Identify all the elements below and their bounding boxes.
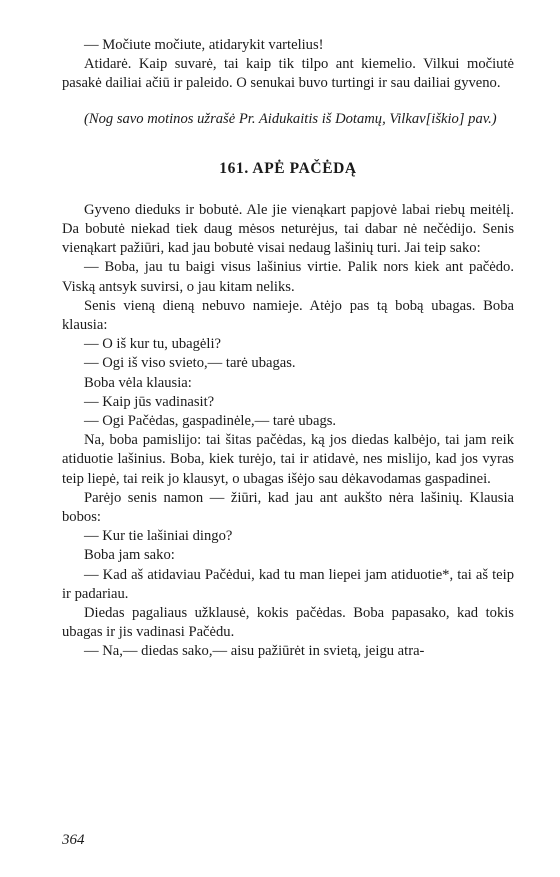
dialog-line: — Kaip jūs vadinasit?: [84, 393, 215, 410]
page-number: 364: [62, 832, 85, 848]
paragraph: Diedas pagaliaus užklausė, kokis pačėdas. Boba papasako, kad tokis ubagas ir jis vadinasi Pačėdu.: [62, 605, 514, 641]
dialog-line: — Kad aš atidaviau Pačėdui, kad tu man liepei jam atiduotie*, tai aš teip ir padariau.: [62, 566, 514, 602]
source-note: (Nog savo motinos užrašė Pr. Aidukaitis iš Dotamų, Vilkav[iškio] pav.): [84, 110, 497, 127]
story-body: [62, 201, 514, 662]
story-ending: [62, 36, 514, 94]
dialog-line: — O iš kur tu, ubagėli?: [84, 336, 221, 353]
paragraph: Senis vieną dieną nebuvo namieje. Atėjo pas tą bobą ubagas. Boba klausia:: [62, 297, 514, 334]
paragraph: Gyveno dieduks ir bobutė. Ale jie vienąkart papjovė labai riebų meitėlį. Da bobutė niekad tiek daug mėsos neturėjus, tai dabar nė nečėdijo. Senis vienąkart pažiūri, kad jau bobutė visai nedaug lašinių turi. Jai teip sako:: [62, 201, 514, 257]
story-heading: 161. APĖ PAČĖDĄ: [219, 159, 357, 177]
dialog-line: — Ogi Pačėdas, gaspadinėle,— tarė ubags.: [84, 413, 337, 430]
book-page: [62, 36, 514, 662]
dialog-line: — Kur tie lašiniai dingo?: [84, 528, 233, 545]
paragraph: — Močiute močiute, atidarykit vartelius!: [84, 37, 324, 53]
paragraph: Boba jam sako:: [84, 547, 175, 564]
paragraph: Boba vėla klausia:: [84, 374, 192, 391]
dialog-line: — Na,— diedas sako,— aisu pažiūrėt in svietą, jeigu atra-: [84, 643, 425, 660]
paragraph: Parėjo senis namon — žiūri, kad jau ant aukšto nėra lašinių. Klausia bobos:: [62, 489, 514, 526]
dialog-line: — Ogi iš viso svieto,— tarė ubagas.: [84, 355, 296, 372]
paragraph: Atidarė. Kaip suvarė, tai kaip tik tilpo ant kiemelio. Vilkui močiutė pasakė dailiai ačiū ir paleido. O senukai buvo turtingi ir sau dailiai gyveno.: [62, 56, 514, 92]
paragraph: Na, boba pamislijo: tai šitas pačėdas, ką jos diedas kalbėjo, tai jam reik atiduotie lašinius. Boba, kiek turėjo, tai ir atidavė, nes mislijo, kad jos vyras teip liepė, tai reik jo klausyt, o ubagas išėjo sau dėkavodamas gaspadinei.: [62, 432, 514, 487]
dialog-line: — Boba, jau tu baigi visus lašinius virtie. Palik nors kiek ant pačėdo. Viską antsyk suvirsi, o jau kitam neliks.: [62, 259, 514, 295]
